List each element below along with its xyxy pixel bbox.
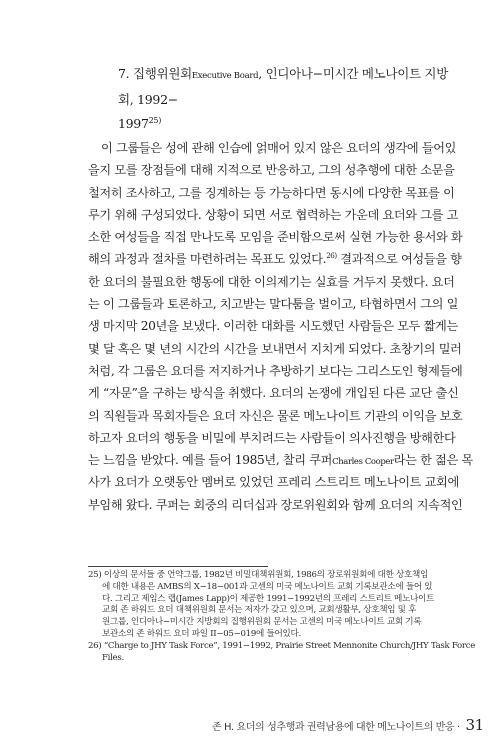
heading-rest: , 인디아나−미시간 메노나이트 지방회, 1992−: [118, 66, 448, 107]
body-line: [88, 159, 458, 181]
body-line: [88, 427, 458, 449]
body-line: [88, 315, 458, 337]
body-line: [88, 494, 463, 516]
body-line: [88, 293, 458, 315]
body-text-segment: 의 직원들과 목회자들은 요더 자신은 물론 메노나이트 기관의 이익을 보호: [88, 408, 463, 423]
body-line: [88, 449, 473, 471]
body-line: [88, 226, 463, 248]
body-text-segment: 이 그룹들은 성에 관해 인습에 얽매어 있지 않은 요더의 생각에 들어있: [101, 141, 457, 155]
footnote-line: 25) 이상의 문서들 중 언약그룹, 1982년 비밀대책위원회, 1986의 장로위원회에 대한 상호책임: [88, 570, 428, 580]
footnote-line: 에 대한 내용은 AMBS의 X−18−001과 고센의 미국 메노나이트 교회 기록보관소에 들어 있: [102, 581, 433, 592]
body-paragraph: [88, 137, 473, 516]
page-footer: [212, 716, 484, 734]
footnote-line: Files.: [102, 652, 124, 663]
footnote-line: 교회 존 하워드 요더 대책위원회 문서는 저자가 갖고 있으며, 교회생활부, 상호책임 및 후: [102, 605, 417, 616]
body-text-segment: 한 요더의 불필요한 행동에 대한 이의제기는 실효를 거두지 못했다. 요더: [88, 274, 455, 289]
body-text-segment: 부임해 왔다. 쿠퍼는 회중의 리더십과 장로위원회와 함께 요더의 지속적인: [88, 497, 463, 512]
body-text-segment: 해의 과정과 절차를 마련하려는 목표도 있었다.: [88, 252, 327, 267]
heading-prefix: 7. 집행위원회: [118, 66, 192, 81]
footnote-ref-25: 25): [148, 115, 162, 125]
page-number: 31: [465, 716, 484, 734]
body-text-segment: 몇 달 혹은 몇 년의 시간의 시간을 보내면서 지치게 되었다. 초창기의 밀러: [88, 341, 462, 356]
footnote-line: 26) “Charge to JHY Task Force”, 1991−1992, Prairie Street Mennonite Church/JHY Task Force: [88, 640, 476, 651]
body-text-segment: 사가 요더가 오랫동안 멤버로 있었던 프레리 스트리트 메노나이트 교회에: [88, 475, 459, 490]
footer-separator: ·: [456, 722, 460, 733]
body-text-segment: 하고자 요더의 행동을 비밀에 부치려드는 사람들이 의사진행을 방해한다: [88, 430, 456, 445]
body-text-segment: 루기 위해 구성되었다. 상황이 되면 서로 협력하는 가운데 요더와 그를 고: [88, 207, 459, 222]
footnote-item: [88, 640, 476, 665]
body-text-segment: 처럼, 각 그룹은 요더를 저지하거나 추방하기 보다는 그리스도인 형제들에: [88, 363, 463, 378]
body-text-segment: 결과적으로 여성들을 향: [336, 252, 462, 267]
footnote-line: 다. 그리고 제임스 랩(James Lapp)이 제공한 1991−1992년의 프레리 스트리트 메노나이트: [102, 593, 435, 604]
body-text-segment: 라는 한 젊은 목: [393, 453, 473, 468]
footnote-line: 원그룹, 인디아나−미시간 지방회의 집행위원회 문서는 고센의 미국 메노나이트 교회 기록: [102, 617, 422, 628]
body-line: [88, 360, 463, 382]
body-text-segment: 는 느낌을 받았다. 예를 들어 1985년, 찰리 쿠퍼: [88, 453, 333, 468]
running-title: 존 H. 요더의 성추행과 권력남용에 대한 메노나이트의 반응: [212, 722, 455, 733]
heading-english-term: Executive Board: [191, 71, 259, 81]
body-line: [88, 471, 458, 493]
body-line: [88, 271, 458, 293]
footnote-ref: 26): [326, 252, 337, 261]
english-term: Charles Cooper: [332, 457, 394, 468]
footnote-line: 보관소의 존 하워드 요더 파일 II−05−019에 들어있다.: [102, 628, 301, 639]
body-line: [88, 338, 462, 360]
footnote-divider: [88, 566, 268, 567]
body-line: [88, 248, 462, 270]
body-line: [88, 182, 458, 204]
section-heading: [118, 62, 463, 136]
body-text-segment: 게 “자문”을 구하는 방식을 취했다. 요더의 논쟁에 개입된 다른 교단 출신: [88, 386, 459, 401]
body-line: [88, 405, 463, 427]
body-text-segment: 생 마지막 20년을 보냈다. 이러한 대화를 시도했던 사람들은 모두 짧게는: [88, 319, 458, 334]
footnotes: [88, 570, 476, 664]
body-text-segment: 소한 여성들을 직접 만나도록 모임을 준비함으로써 실현 가능한 용서와 화: [88, 230, 463, 245]
body-line: [88, 137, 458, 159]
body-line: [88, 382, 458, 404]
body-text-segment: 을지 모를 장점들에 대해 지적으로 반응하고, 그의 성추행에 대한 소문을: [88, 163, 455, 178]
heading-year-end: 1997: [118, 116, 149, 131]
body-text-segment: 는 이 그룹들과 토론하고, 치고받는 말다툼을 벌이고, 타협하면서 그의 일: [88, 297, 459, 312]
footnote-item: [88, 570, 458, 641]
body-text-segment: 철저히 조사하고, 그를 징계하는 등 가능하다면 동시에 다양한 목표를 이: [88, 185, 455, 200]
body-line: [88, 204, 458, 226]
